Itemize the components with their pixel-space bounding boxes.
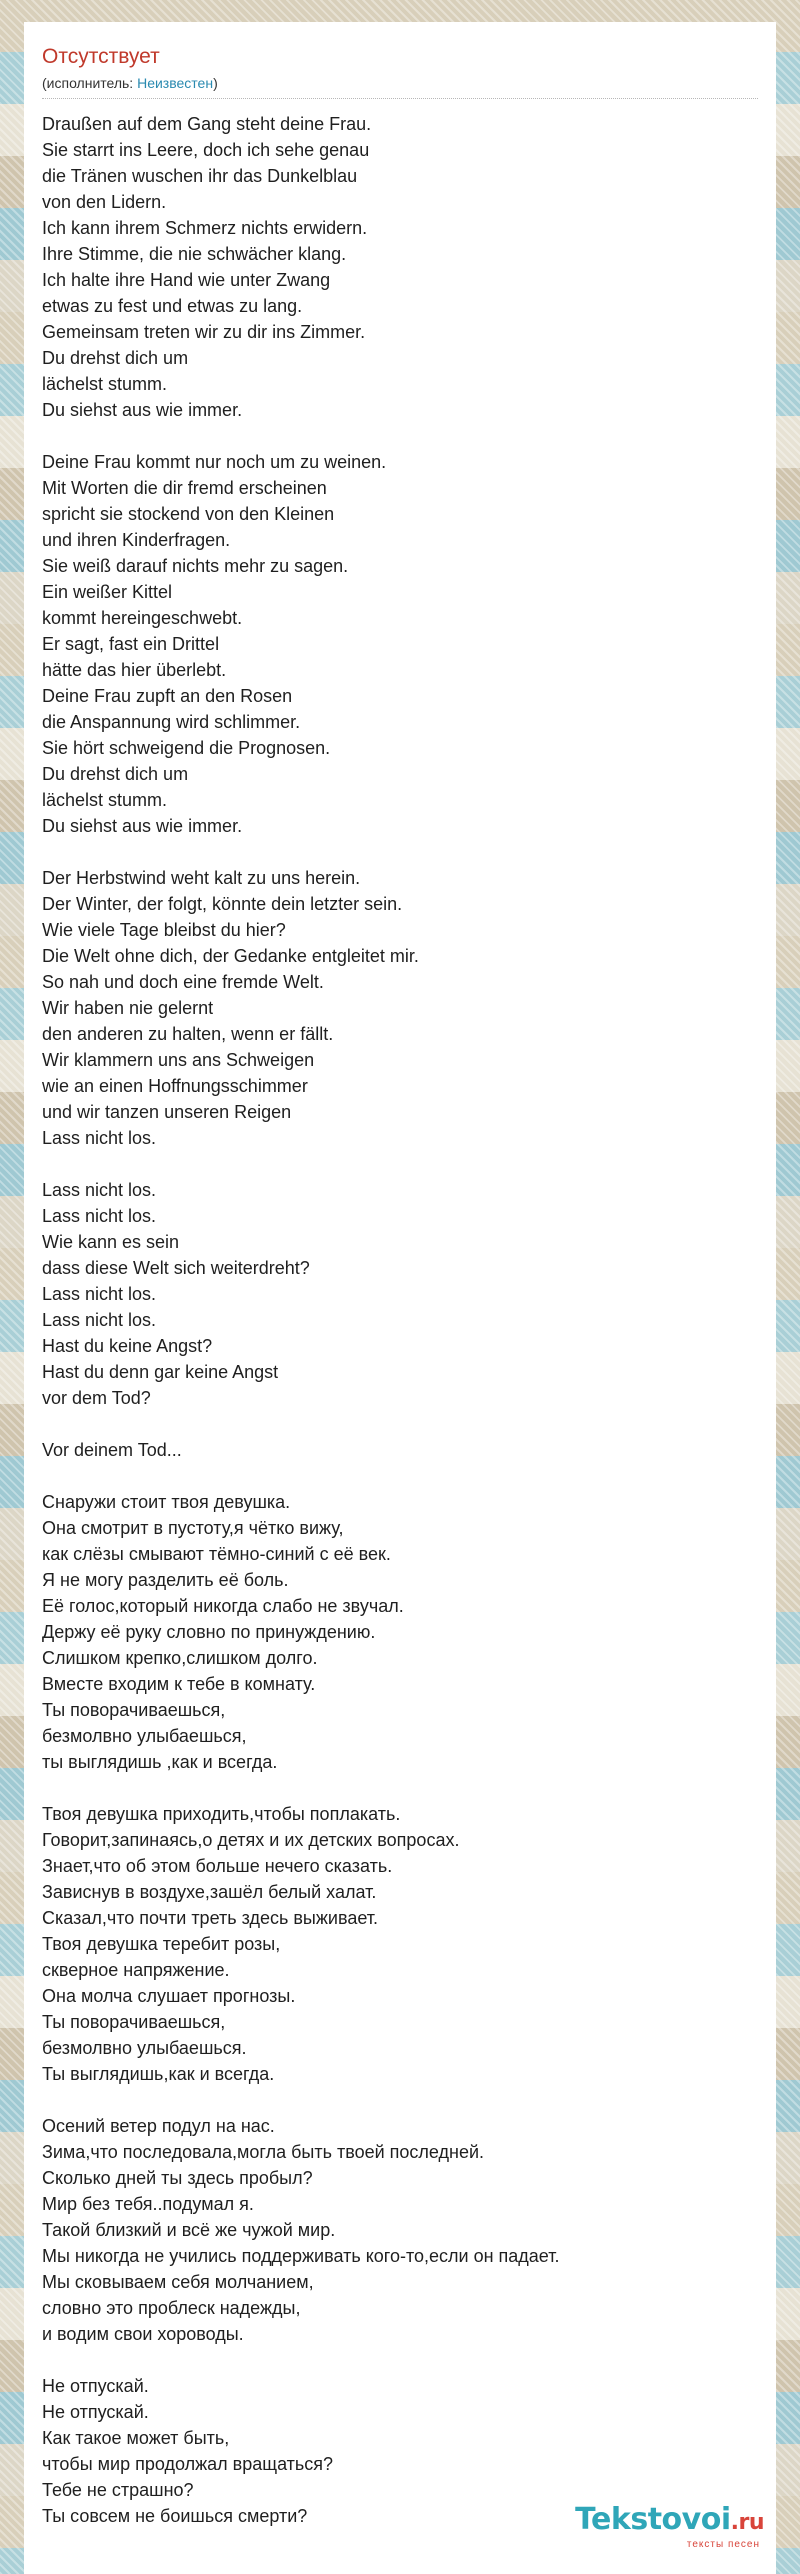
artist-suffix: ) bbox=[213, 75, 218, 91]
lyrics-stanza bbox=[42, 1801, 758, 2087]
lyric-line: безмолвно улыбаешься. bbox=[42, 2038, 247, 2058]
lyrics-body bbox=[42, 111, 758, 2529]
lyric-line: Der Herbstwind weht kalt zu uns herein. bbox=[42, 868, 361, 888]
artist-link[interactable]: Неизвестен bbox=[137, 75, 214, 91]
lyric-line: Du siehst aus wie immer. bbox=[42, 816, 243, 836]
lyric-line: Мир без тебя..подумал я. bbox=[42, 2194, 254, 2214]
lyric-line: dass diese Welt sich weiterdreht? bbox=[42, 1258, 310, 1278]
logo-tld-text: .ru bbox=[730, 2510, 764, 2535]
artist-prefix: (исполнитель: bbox=[42, 75, 138, 91]
lyric-line: spricht sie stockend von den Kleinen bbox=[42, 504, 335, 524]
lyric-line: von den Lidern. bbox=[42, 192, 167, 212]
lyric-line: Как такое может быть, bbox=[42, 2428, 230, 2448]
lyric-line: Draußen auf dem Gang steht deine Frau. bbox=[42, 114, 372, 134]
lyric-line: Ты совсем не боишься смерти? bbox=[42, 2506, 308, 2526]
lyric-line: Я не могу разделить её боль. bbox=[42, 1570, 289, 1590]
song-title: Отсутствует bbox=[42, 45, 160, 68]
lyric-line: Lass nicht los. bbox=[42, 1180, 157, 1200]
lyric-line: Lass nicht los. bbox=[42, 1284, 157, 1304]
lyric-line: Du siehst aus wie immer. bbox=[42, 400, 243, 420]
lyric-line: Мы никогда не учились поддерживать кого-то,если он падает. bbox=[42, 2246, 560, 2266]
lyric-line: безмолвно улыбаешься, bbox=[42, 1726, 247, 1746]
lyric-line: Er sagt, fast ein Drittel bbox=[42, 634, 220, 654]
lyric-line: kommt hereingeschwebt. bbox=[42, 608, 243, 628]
lyric-line: Зима,что последовала,могла быть твоей последней. bbox=[42, 2142, 485, 2162]
lyric-line: Вместе входим к тебе в комнату. bbox=[42, 1674, 316, 1694]
lyric-line: Gemeinsam treten wir zu dir ins Zimmer. bbox=[42, 322, 366, 342]
lyric-line: Du drehst dich um bbox=[42, 348, 189, 368]
lyric-line: Тебе не страшно? bbox=[42, 2480, 194, 2500]
lyric-line: Sie hört schweigend die Prognosen. bbox=[42, 738, 331, 758]
lyric-line: Hast du keine Angst? bbox=[42, 1336, 213, 1356]
lyric-line: lächelst stumm. bbox=[42, 374, 168, 394]
lyrics-stanza bbox=[42, 1177, 758, 1411]
lyric-line: etwas zu fest und etwas zu lang. bbox=[42, 296, 303, 316]
lyric-line: Ты поворачиваешься, bbox=[42, 1700, 226, 1720]
lyric-line: чтобы мир продолжал вращаться? bbox=[42, 2454, 334, 2474]
lyric-line: und ihren Kinderfragen. bbox=[42, 530, 231, 550]
lyrics-stanza bbox=[42, 449, 758, 839]
lyric-line: den anderen zu halten, wenn er fällt. bbox=[42, 1024, 334, 1044]
lyric-line: Осений ветер подул на нас. bbox=[42, 2116, 275, 2136]
logo-main-text: Tekstovoi bbox=[575, 2502, 731, 2537]
lyric-line: die Anspannung wird schlimmer. bbox=[42, 712, 301, 732]
lyric-line: die Tränen wuschen ihr das Dunkelblau bbox=[42, 166, 358, 186]
lyric-line: Wir haben nie gelernt bbox=[42, 998, 214, 1018]
lyric-line: словно это проблеск надежды, bbox=[42, 2298, 301, 2318]
lyric-line: Зависнув в воздухе,зашёл белый халат. bbox=[42, 1882, 377, 1902]
lyric-line: wie an einen Hoffnungsschimmer bbox=[42, 1076, 308, 1096]
lyric-line: hätte das hier überlebt. bbox=[42, 660, 227, 680]
lyric-line: Lass nicht los. bbox=[42, 1128, 157, 1148]
lyric-line: Du drehst dich um bbox=[42, 764, 189, 784]
lyric-line: Держу её руку словно по принуждению. bbox=[42, 1622, 376, 1642]
lyric-line: Ihre Stimme, die nie schwächer klang. bbox=[42, 244, 347, 264]
lyric-line: скверное напряжение. bbox=[42, 1960, 230, 1980]
lyric-line: Sie weiß darauf nichts mehr zu sagen. bbox=[42, 556, 349, 576]
lyric-line: Такой близкий и всё же чужой мир. bbox=[42, 2220, 336, 2240]
lyrics-stanza bbox=[42, 1489, 758, 1775]
lyric-line: Ich halte ihre Hand wie unter Zwang bbox=[42, 270, 331, 290]
lyric-line: Ich kann ihrem Schmerz nichts erwidern. bbox=[42, 218, 368, 238]
lyric-line: Ты выглядишь,как и всегда. bbox=[42, 2064, 275, 2084]
lyric-line: Твоя девушка приходить,чтобы поплакать. bbox=[42, 1804, 401, 1824]
lyrics-stanza bbox=[42, 111, 758, 423]
lyric-line: Wir klammern uns ans Schweigen bbox=[42, 1050, 315, 1070]
lyric-line: Твоя девушка теребит розы, bbox=[42, 1934, 281, 1954]
lyric-line: lächelst stumm. bbox=[42, 790, 168, 810]
lyric-line: Hast du denn gar keine Angst bbox=[42, 1362, 279, 1382]
logo-wordmark bbox=[575, 2504, 764, 2539]
lyric-line: Vor deinem Tod... bbox=[42, 1440, 182, 1460]
lyric-line: Wie kann es sein bbox=[42, 1232, 180, 1252]
lyric-line: Ein weißer Kittel bbox=[42, 582, 173, 602]
lyric-line: Мы сковываем себя молчанием, bbox=[42, 2272, 314, 2292]
lyric-line: Deine Frau kommt nur noch um zu weinen. bbox=[42, 452, 387, 472]
lyric-line: и водим свои хороводы. bbox=[42, 2324, 244, 2344]
lyric-line: Она смотрит в пустоту,я чётко вижу, bbox=[42, 1518, 344, 1538]
lyrics-stanza bbox=[42, 2113, 758, 2347]
lyric-line: как слёзы смывают тёмно-синий с её век. bbox=[42, 1544, 391, 1564]
lyrics-card bbox=[24, 22, 776, 2574]
lyric-line: ты выглядишь ,как и всегда. bbox=[42, 1752, 278, 1772]
lyric-line: Сказал,что почти треть здесь выживает. bbox=[42, 1908, 378, 1928]
lyric-line: Снаружи стоит твоя девушка. bbox=[42, 1492, 291, 1512]
lyric-line: Её голос,который никогда слабо не звучал. bbox=[42, 1596, 404, 1616]
lyric-line: Слишком крепко,слишком долго. bbox=[42, 1648, 318, 1668]
lyric-line: Die Welt ohne dich, der Gedanke entgleitet mir. bbox=[42, 946, 419, 966]
lyrics-stanza bbox=[42, 1437, 758, 1463]
lyric-line: Не отпускай. bbox=[42, 2376, 149, 2396]
lyric-line: Deine Frau zupft an den Rosen bbox=[42, 686, 293, 706]
lyric-line: Der Winter, der folgt, könnte dein letzter sein. bbox=[42, 894, 403, 914]
logo-tagline: тексты песен bbox=[686, 2539, 760, 2550]
lyric-line: Lass nicht los. bbox=[42, 1310, 157, 1330]
lyric-line: Знает,что об этом больше нечего сказать. bbox=[42, 1856, 393, 1876]
lyric-line: Ты поворачиваешься, bbox=[42, 2012, 226, 2032]
lyric-line: Говорит,запинаясь,о детях и их детских вопросах. bbox=[42, 1830, 460, 1850]
lyric-line: Sie starrt ins Leere, doch ich sehe genau bbox=[42, 140, 370, 160]
lyric-line: Сколько дней ты здесь пробыл? bbox=[42, 2168, 313, 2188]
artist-line bbox=[42, 74, 758, 99]
lyric-line: So nah und doch eine fremde Welt. bbox=[42, 972, 324, 992]
lyric-line: Она молча слушает прогнозы. bbox=[42, 1986, 296, 2006]
lyric-line: Не отпускай. bbox=[42, 2402, 149, 2422]
site-logo[interactable] bbox=[575, 2504, 764, 2550]
lyric-line: vor dem Tod? bbox=[42, 1388, 151, 1408]
lyric-line: Lass nicht los. bbox=[42, 1206, 157, 1226]
lyric-line: Wie viele Tage bleibst du hier? bbox=[42, 920, 286, 940]
lyric-line: Mit Worten die dir fremd erscheinen bbox=[42, 478, 327, 498]
lyric-line: und wir tanzen unseren Reigen bbox=[42, 1102, 292, 1122]
lyrics-stanza bbox=[42, 865, 758, 1151]
